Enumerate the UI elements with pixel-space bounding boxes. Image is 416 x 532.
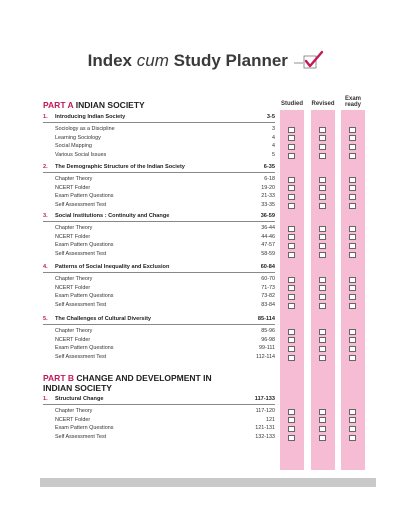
checkbox-revised[interactable]: [319, 194, 326, 200]
list-item: [55, 417, 275, 424]
checkbox-studied[interactable]: [288, 346, 295, 352]
chapter-title: Structural Change: [55, 396, 104, 402]
page-title: [88, 51, 288, 71]
checkbox-exam-ready[interactable]: [349, 303, 356, 309]
checkbox-revised[interactable]: [319, 135, 326, 141]
item-title: Exam Pattern Questions: [55, 345, 114, 352]
chapter-divider: [43, 221, 275, 222]
checkbox-revised[interactable]: [319, 203, 326, 209]
chapter-title: Introducing Indian Society: [55, 114, 126, 120]
checkbox-exam-ready[interactable]: [349, 185, 356, 191]
checkbox-studied[interactable]: [288, 337, 295, 343]
item-title: Self Assessment Test: [55, 354, 107, 361]
checkbox-exam-ready[interactable]: [349, 435, 356, 441]
checkbox-studied[interactable]: [288, 285, 295, 291]
item-title: Chapter Theory: [55, 328, 93, 334]
checkbox-exam-ready[interactable]: [349, 226, 356, 232]
checkbox-revised[interactable]: [319, 346, 326, 352]
item-pages: 85-96: [261, 328, 275, 334]
chapter-pages: 60-84: [260, 264, 275, 270]
chapter-row: [43, 264, 275, 273]
item-title: Self Assessment Test: [55, 302, 107, 309]
checkbox-exam-ready[interactable]: [349, 243, 356, 249]
item-pages: 71-73: [261, 284, 275, 291]
part-heading: [43, 373, 212, 393]
chapter-number: 1.: [43, 114, 48, 120]
checkbox-revised[interactable]: [319, 226, 326, 232]
list-item: [55, 354, 275, 361]
checkbox-studied[interactable]: [288, 294, 295, 300]
item-pages: 4: [272, 134, 275, 141]
item-title: Self Assessment Test: [55, 251, 107, 258]
checkbox-exam-ready[interactable]: [349, 346, 356, 352]
checkbox-studied[interactable]: [288, 153, 295, 159]
checkbox-exam-ready[interactable]: [349, 285, 356, 291]
checkbox-studied[interactable]: [288, 177, 295, 183]
item-title: Chapter Theory: [55, 225, 93, 231]
part-heading: [43, 100, 145, 110]
list-item: [55, 135, 275, 142]
item-pages: 121: [266, 416, 275, 423]
item-pages: 73-82: [261, 293, 275, 300]
chapter-divider: [43, 172, 275, 173]
checkbox-studied[interactable]: [288, 127, 295, 133]
list-item: [55, 242, 275, 249]
list-item: [55, 126, 275, 133]
list-item: [55, 276, 275, 283]
title-main: Index: [87, 51, 133, 70]
chapter-divider: [43, 122, 275, 123]
list-item: [55, 251, 275, 258]
checkbox-exam-ready[interactable]: [349, 252, 356, 258]
checkbox-studied[interactable]: [288, 426, 295, 432]
chapter-number: 3.: [43, 213, 48, 219]
column-header-exam-ready: [336, 96, 370, 108]
checkbox-studied[interactable]: [288, 135, 295, 141]
chapter-divider: [43, 404, 275, 405]
checkbox-studied[interactable]: [288, 226, 295, 232]
checkbox-exam-ready[interactable]: [349, 135, 356, 141]
item-title: Exam Pattern Questions: [55, 293, 114, 300]
checkbox-studied[interactable]: [288, 277, 295, 283]
checkbox-revised[interactable]: [319, 127, 326, 133]
item-pages: 83-84: [261, 302, 275, 309]
item-title: NCERT Folder: [55, 284, 91, 291]
item-title: Sociology as a Discipline: [55, 126, 115, 132]
list-item: [55, 408, 275, 415]
item-title: Exam Pattern Questions: [55, 425, 114, 432]
chapter-number: 4.: [43, 264, 48, 270]
checkbox-revised[interactable]: [319, 234, 326, 240]
checkbox-exam-ready[interactable]: [349, 277, 356, 283]
chapter-row: [43, 164, 275, 173]
list-item: [55, 425, 275, 432]
checkbox-exam-ready[interactable]: [349, 409, 356, 415]
checkbox-studied[interactable]: [288, 144, 295, 150]
list-item: [55, 302, 275, 309]
checkbox-revised[interactable]: [319, 177, 326, 183]
checkbox-revised[interactable]: [319, 355, 326, 361]
item-title: Various Social Issues: [55, 152, 107, 159]
chapter-number: 5.: [43, 316, 48, 322]
chapter-row: [43, 213, 275, 222]
title-italic: cum: [136, 51, 169, 70]
item-title: NCERT Folder: [55, 233, 91, 240]
item-pages: 6-18: [264, 176, 275, 182]
checkbox-studied[interactable]: [288, 303, 295, 309]
checkbox-revised[interactable]: [319, 243, 326, 249]
item-pages: 121-131: [255, 425, 275, 432]
chapter-pages: 117-133: [254, 396, 275, 402]
list-item: [55, 193, 275, 200]
item-pages: 117-120: [255, 408, 275, 414]
list-item: [55, 152, 275, 159]
chapter-pages: 3-5: [266, 114, 275, 120]
item-pages: 112-114: [256, 354, 275, 361]
chapter-row: [43, 396, 275, 405]
item-pages: 19-20: [261, 184, 275, 191]
checkbox-studied[interactable]: [288, 435, 295, 441]
chapter-row: [43, 316, 275, 325]
item-title: Learning Sociology: [55, 134, 101, 141]
item-pages: 44-46: [261, 233, 275, 240]
item-title: Self Assessment Test: [55, 434, 107, 441]
checkbox-revised[interactable]: [319, 329, 326, 335]
checkbox-revised[interactable]: [319, 285, 326, 291]
footer-bar: [40, 478, 376, 487]
item-title: NCERT Folder: [55, 184, 91, 191]
list-item: [55, 328, 275, 335]
part-name-line2: INDIAN SOCIETY: [43, 383, 112, 393]
chapter-title: Social Institutions : Continuity and Change: [55, 213, 170, 219]
checkbox-exam-ready[interactable]: [349, 355, 356, 361]
list-item: [55, 225, 275, 232]
item-pages: 47-57: [261, 242, 275, 249]
list-item: [55, 234, 275, 241]
checkbox-studied[interactable]: [288, 417, 295, 423]
checkbox-revised[interactable]: [319, 252, 326, 258]
checkbox-exam-ready[interactable]: [349, 127, 356, 133]
item-title: Social Mapping: [55, 143, 92, 150]
item-title: NCERT Folder: [55, 416, 91, 423]
checkbox-exam-ready[interactable]: [349, 144, 356, 150]
checkbox-revised[interactable]: [319, 294, 326, 300]
list-item: [55, 285, 275, 292]
chapter-divider: [43, 272, 275, 273]
checkbox-exam-ready[interactable]: [349, 153, 356, 159]
checkbox-revised[interactable]: [319, 185, 326, 191]
chapter-title: Patterns of Social Inequality and Exclusion: [55, 264, 170, 270]
title-rest: Study Planner: [173, 51, 288, 70]
item-pages: 4: [272, 143, 275, 150]
checkbox-exam-ready[interactable]: [349, 417, 356, 423]
item-pages: 5: [272, 152, 275, 159]
item-title: Chapter Theory: [55, 276, 93, 282]
list-item: [55, 293, 275, 300]
item-pages: 33-35: [261, 202, 275, 209]
checkbox-revised[interactable]: [319, 426, 326, 432]
checkbox-studied[interactable]: [288, 409, 295, 415]
item-pages: 58-59: [261, 251, 275, 258]
item-title: Exam Pattern Questions: [55, 242, 114, 249]
item-title: Chapter Theory: [55, 408, 93, 414]
chapter-divider: [43, 324, 275, 325]
checkbox-revised[interactable]: [319, 277, 326, 283]
checkbox-exam-ready[interactable]: [349, 294, 356, 300]
chapter-row: [43, 114, 275, 123]
item-pages: 99-111: [259, 345, 275, 352]
checkbox-exam-ready[interactable]: [349, 234, 356, 240]
item-title: Chapter Theory: [55, 176, 93, 182]
chapter-title: The Challenges of Cultural Diversity: [55, 316, 152, 322]
chapter-title: The Demographic Structure of the Indian Society: [55, 164, 185, 170]
list-item: [55, 345, 275, 352]
item-title: Self Assessment Test: [55, 202, 107, 209]
column-header-revised: Revised: [311, 101, 335, 107]
item-pages: 21-33: [261, 193, 275, 200]
chapter-number: 2.: [43, 164, 48, 170]
column-header-exam-ready-label: Exam ready: [344, 96, 361, 108]
checkbox-studied[interactable]: [288, 234, 295, 240]
checkbox-revised[interactable]: [319, 144, 326, 150]
list-item: [55, 176, 275, 183]
checkbox-studied[interactable]: [288, 203, 295, 209]
checkbox-studied[interactable]: [288, 329, 295, 335]
checkbox-studied[interactable]: [288, 355, 295, 361]
checkbox-revised[interactable]: [319, 153, 326, 159]
checkbox-revised[interactable]: [319, 409, 326, 415]
checkbox-exam-ready[interactable]: [349, 194, 356, 200]
item-title: Exam Pattern Questions: [55, 193, 114, 200]
item-pages: 132-133: [255, 434, 275, 441]
item-pages: 3: [272, 126, 275, 132]
checkbox-studied[interactable]: [288, 252, 295, 258]
list-item: [55, 185, 275, 192]
item-pages: 60-70: [261, 276, 275, 282]
checkbox-revised[interactable]: [319, 303, 326, 309]
part-label: PART A: [43, 100, 74, 110]
part-label: PART B: [43, 373, 75, 383]
checkbox-exam-ready[interactable]: [349, 337, 356, 343]
list-item: [55, 434, 275, 441]
list-item: [55, 143, 275, 150]
checkbox-revised[interactable]: [319, 435, 326, 441]
checkbox-studied[interactable]: [288, 243, 295, 249]
checkbox-exam-ready[interactable]: [349, 203, 356, 209]
checkbox-exam-ready[interactable]: [349, 329, 356, 335]
checkbox-exam-ready[interactable]: [349, 426, 356, 432]
column-header-studied: Studied: [281, 101, 303, 107]
checkbox-revised[interactable]: [319, 417, 326, 423]
chapter-pages: 6-35: [263, 164, 275, 170]
item-pages: 96-98: [261, 336, 275, 343]
chapter-pages: 36-59: [260, 213, 275, 219]
checkbox-tick-icon: [294, 50, 328, 72]
checkbox-revised[interactable]: [319, 337, 326, 343]
item-pages: 36-44: [261, 225, 275, 231]
chapter-number: 1.: [43, 396, 48, 402]
item-title: NCERT Folder: [55, 336, 91, 343]
list-item: [55, 337, 275, 344]
part-name: CHANGE AND DEVELOPMENT IN: [76, 373, 212, 383]
list-item: [55, 202, 275, 209]
chapter-pages: 85-114: [257, 316, 275, 322]
page-header: [0, 50, 416, 72]
checkbox-exam-ready[interactable]: [349, 177, 356, 183]
part-name: INDIAN SOCIETY: [75, 100, 145, 110]
checkbox-studied[interactable]: [288, 185, 295, 191]
checkbox-studied[interactable]: [288, 194, 295, 200]
